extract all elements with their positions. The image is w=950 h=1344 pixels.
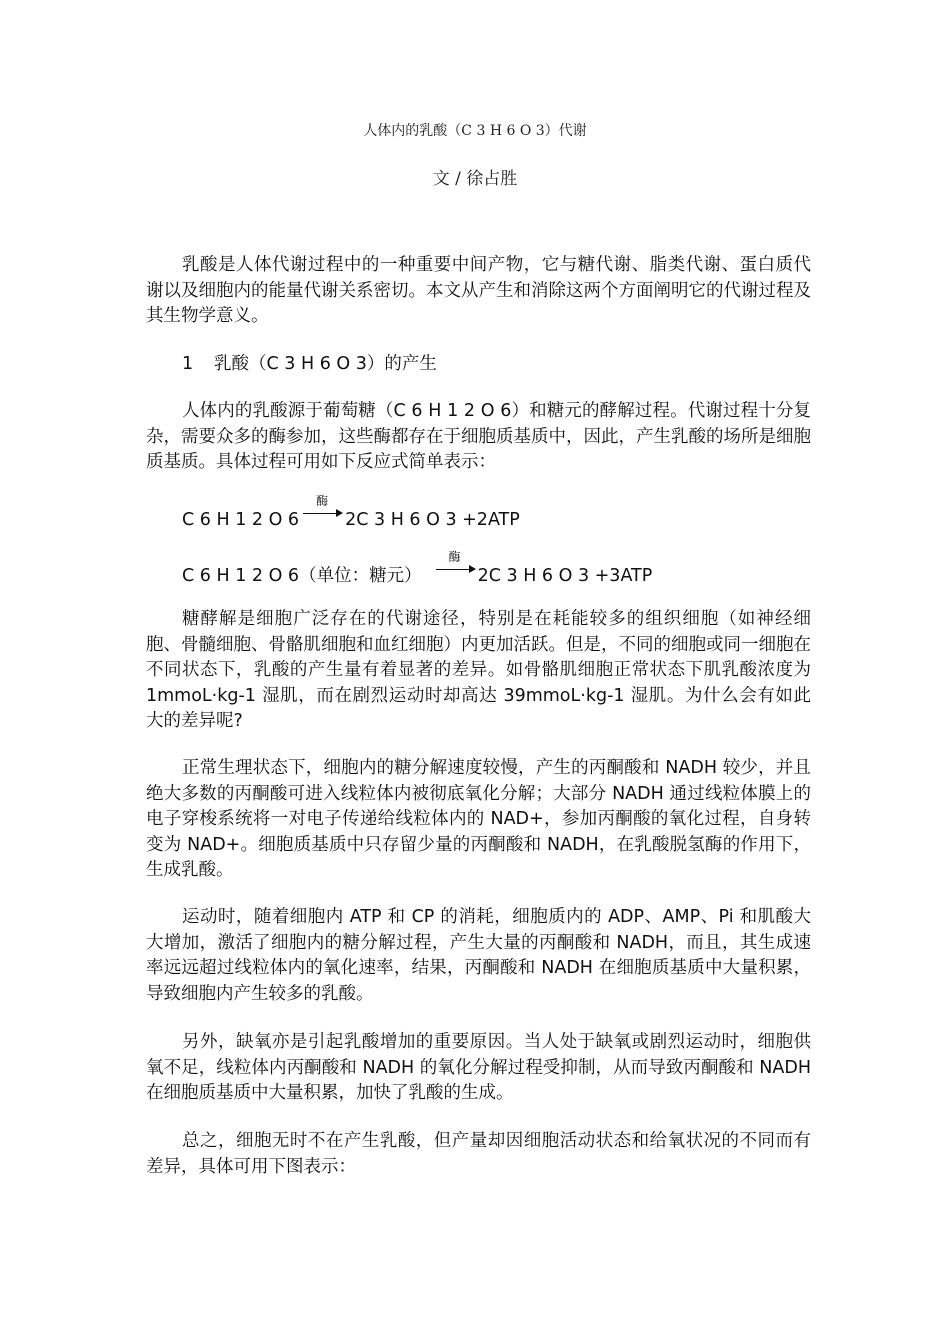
author-line: 文 / 徐占胜 [432,169,518,189]
equation-product: 2C 3 H 6 O 3 +3ATP [477,566,653,586]
source-paragraph: 人体内的乳酸源于葡萄糖（C 6 H 1 2 O 6）和糖元的酵解过程。代谢过程十分复杂，需要众多的酶参加，这些酶都存在于细胞质基质中，因此，产生乳酸的场所是细胞质基质。具体过程可用如下反应式简单表示： [146,401,811,472]
section-number: 1 [182,354,194,374]
intro-paragraph: 乳酸是人体代谢过程中的一种重要中间产物，它与糖代谢、脂类代谢、蛋白质代谢以及细胞内的能量代谢关系密切。本文从产生和消除这两个方面阐明它的代谢过程及其生物学意义。 [146,255,811,326]
catalyst-label: 酶 [316,494,329,508]
catalyst-label: 酶 [448,550,461,564]
equation-reactant: C 6 H 1 2 O 6（单位：糖元） [182,566,422,586]
reaction-arrow-icon [301,494,343,525]
exercise-paragraph: 运动时，随着细胞内 ATP 和 CP 的消耗，细胞质内的 ADP、AMP、Pi 和肌酸大大增加，激活了细胞内的糖分解过程，产生大量的丙酮酸和 NADH，而且，其生成速率远远超过线粒体内的氧化速率，结果，丙酮酸和 NADH 在细胞质基质中大量积累，导致细胞内产生较多的乳酸。 [146,907,811,1004]
reaction-equation-glycogen [182,550,653,589]
equation-product: 2C 3 H 6 O 3 +2ATP [345,510,520,530]
document-title: 人体内的乳酸（C 3 H 6 O 3）代谢 [363,123,587,139]
glycolysis-paragraph: 糖酵解是细胞广泛存在的代谢途径，特别是在耗能较多的组织细胞（如神经细胞、骨髓细胞、骨骼肌细胞和血红细胞）内更加活跃。但是，不同的细胞或同一细胞在不同状态下，乳酸的产生量有着显著的差异。如骨骼肌细胞正常状态下肌乳酸浓度为 1mmoL·kg-1 湿肌，而在剧烈运动时却高达 39mmoL·kg-1 湿肌。为什么会有如此大的差异呢? [146,609,811,731]
reaction-equation-glucose [182,494,520,533]
section-title: 乳酸（C 3 H 6 O 3）的产生 [214,354,437,374]
section-heading [182,352,437,377]
equation-reactant: C 6 H 1 2 O 6 [182,510,300,530]
summary-paragraph: 总之，细胞无时不在产生乳酸，但产量却因细胞活动状态和给氧状况的不同而有差异，具体可用下图表示： [146,1131,811,1177]
hypoxia-paragraph: 另外，缺氧亦是引起乳酸增加的重要原因。当人处于缺氧或剧烈运动时，细胞供氧不足，线粒体内丙酮酸和 NADH 的氧化分解过程受抑制，从而导致丙酮酸和 NADH 在细胞质基质中大量积累，加快了乳酸的生成。 [146,1032,811,1103]
reaction-arrow-icon [434,550,476,581]
normal-state-paragraph: 正常生理状态下，细胞内的糖分解速度较慢，产生的丙酮酸和 NADH 较少，并且绝大多数的丙酮酸可进入线粒体内被彻底氧化分解；大部分 NADH 通过线粒体膜上的电子穿梭系统将一对电子传递给线粒体内的 NAD+，参加丙酮酸的氧化过程，自身转变为 NAD+。细胞质基质中只存留少量的丙酮酸和 NADH，在乳酸脱氢酶的作用下，生成乳酸。 [146,758,811,880]
